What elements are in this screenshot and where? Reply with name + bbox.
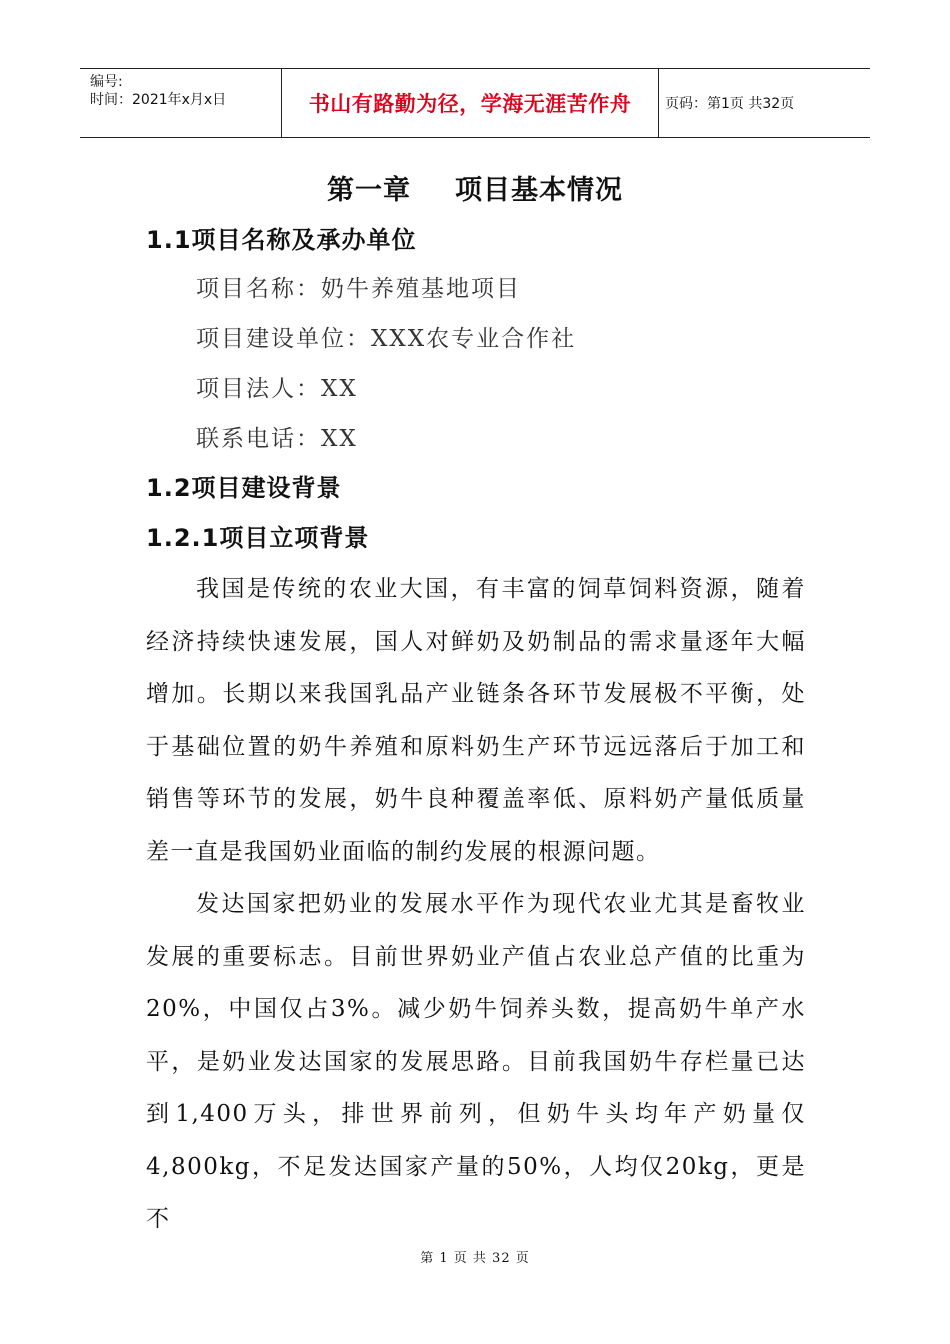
body-paragraph: 我国是传统的农业大国，有丰富的饲草饲料资源，随着经济持续快速发展，国人对鲜奶及奶制品的需求量逐年大幅增加。长期以来我国乳品产业链条各环节发展极不平衡，处于基础位置的奶牛养殖和原料奶生产环节远远落后于加工和销售等环节的发展，奶牛良种覆盖率低、原料奶产量低质量差一直是我国奶业面临的制约发展的根源问题。 — [146, 576, 806, 865]
date-label: 时间：2021年x月x日 — [90, 92, 227, 108]
section-heading-1-2: 1.2项目建设背景 — [146, 474, 342, 502]
body-text — [146, 563, 806, 1246]
header-motto: 书山有路勤为径，学海无涯苦作舟 — [308, 92, 632, 116]
contact-phone-line: 联系电话：XX — [196, 426, 358, 452]
chapter-name: 项目基本情况 — [455, 175, 623, 206]
page-header-table — [80, 68, 870, 138]
section-heading-1-1: 1.1项目名称及承办单位 — [146, 226, 417, 254]
section-heading-1-2-1: 1.2.1项目立项背景 — [146, 524, 370, 552]
doc-number-label: 编号: — [90, 74, 123, 90]
header-meta-cell — [80, 69, 282, 137]
body-paragraph: 发达国家把奶业的发展水平作为现代农业尤其是畜牧业发展的重要标志。目前世界奶业产值占农业总产值的比重为20%，中国仅占3%。减少奶牛饲养头数，提高奶牛单产水平，是奶业发达国家的发展思路。目前我国奶牛存栏量已达到1,400万头，排世界前列，但奶牛头均年产奶量仅4,800kg，不足发达国家产量的50%，人均仅20kg，更是不 — [146, 891, 806, 1232]
chapter-title — [0, 168, 950, 207]
chapter-number: 第一章 — [327, 175, 411, 206]
header-motto-cell — [282, 69, 659, 137]
project-unit-line: 项目建设单位：XXX农专业合作社 — [196, 326, 577, 352]
header-page-info: 页码：第1页 共32页 — [665, 96, 795, 112]
header-page-cell — [659, 69, 870, 137]
project-legal-person-line: 项目法人：XX — [196, 376, 358, 402]
project-name-line: 项目名称：奶牛养殖基地项目 — [196, 276, 521, 302]
page-footer: 第 1 页 共 32 页 — [420, 1251, 530, 1266]
